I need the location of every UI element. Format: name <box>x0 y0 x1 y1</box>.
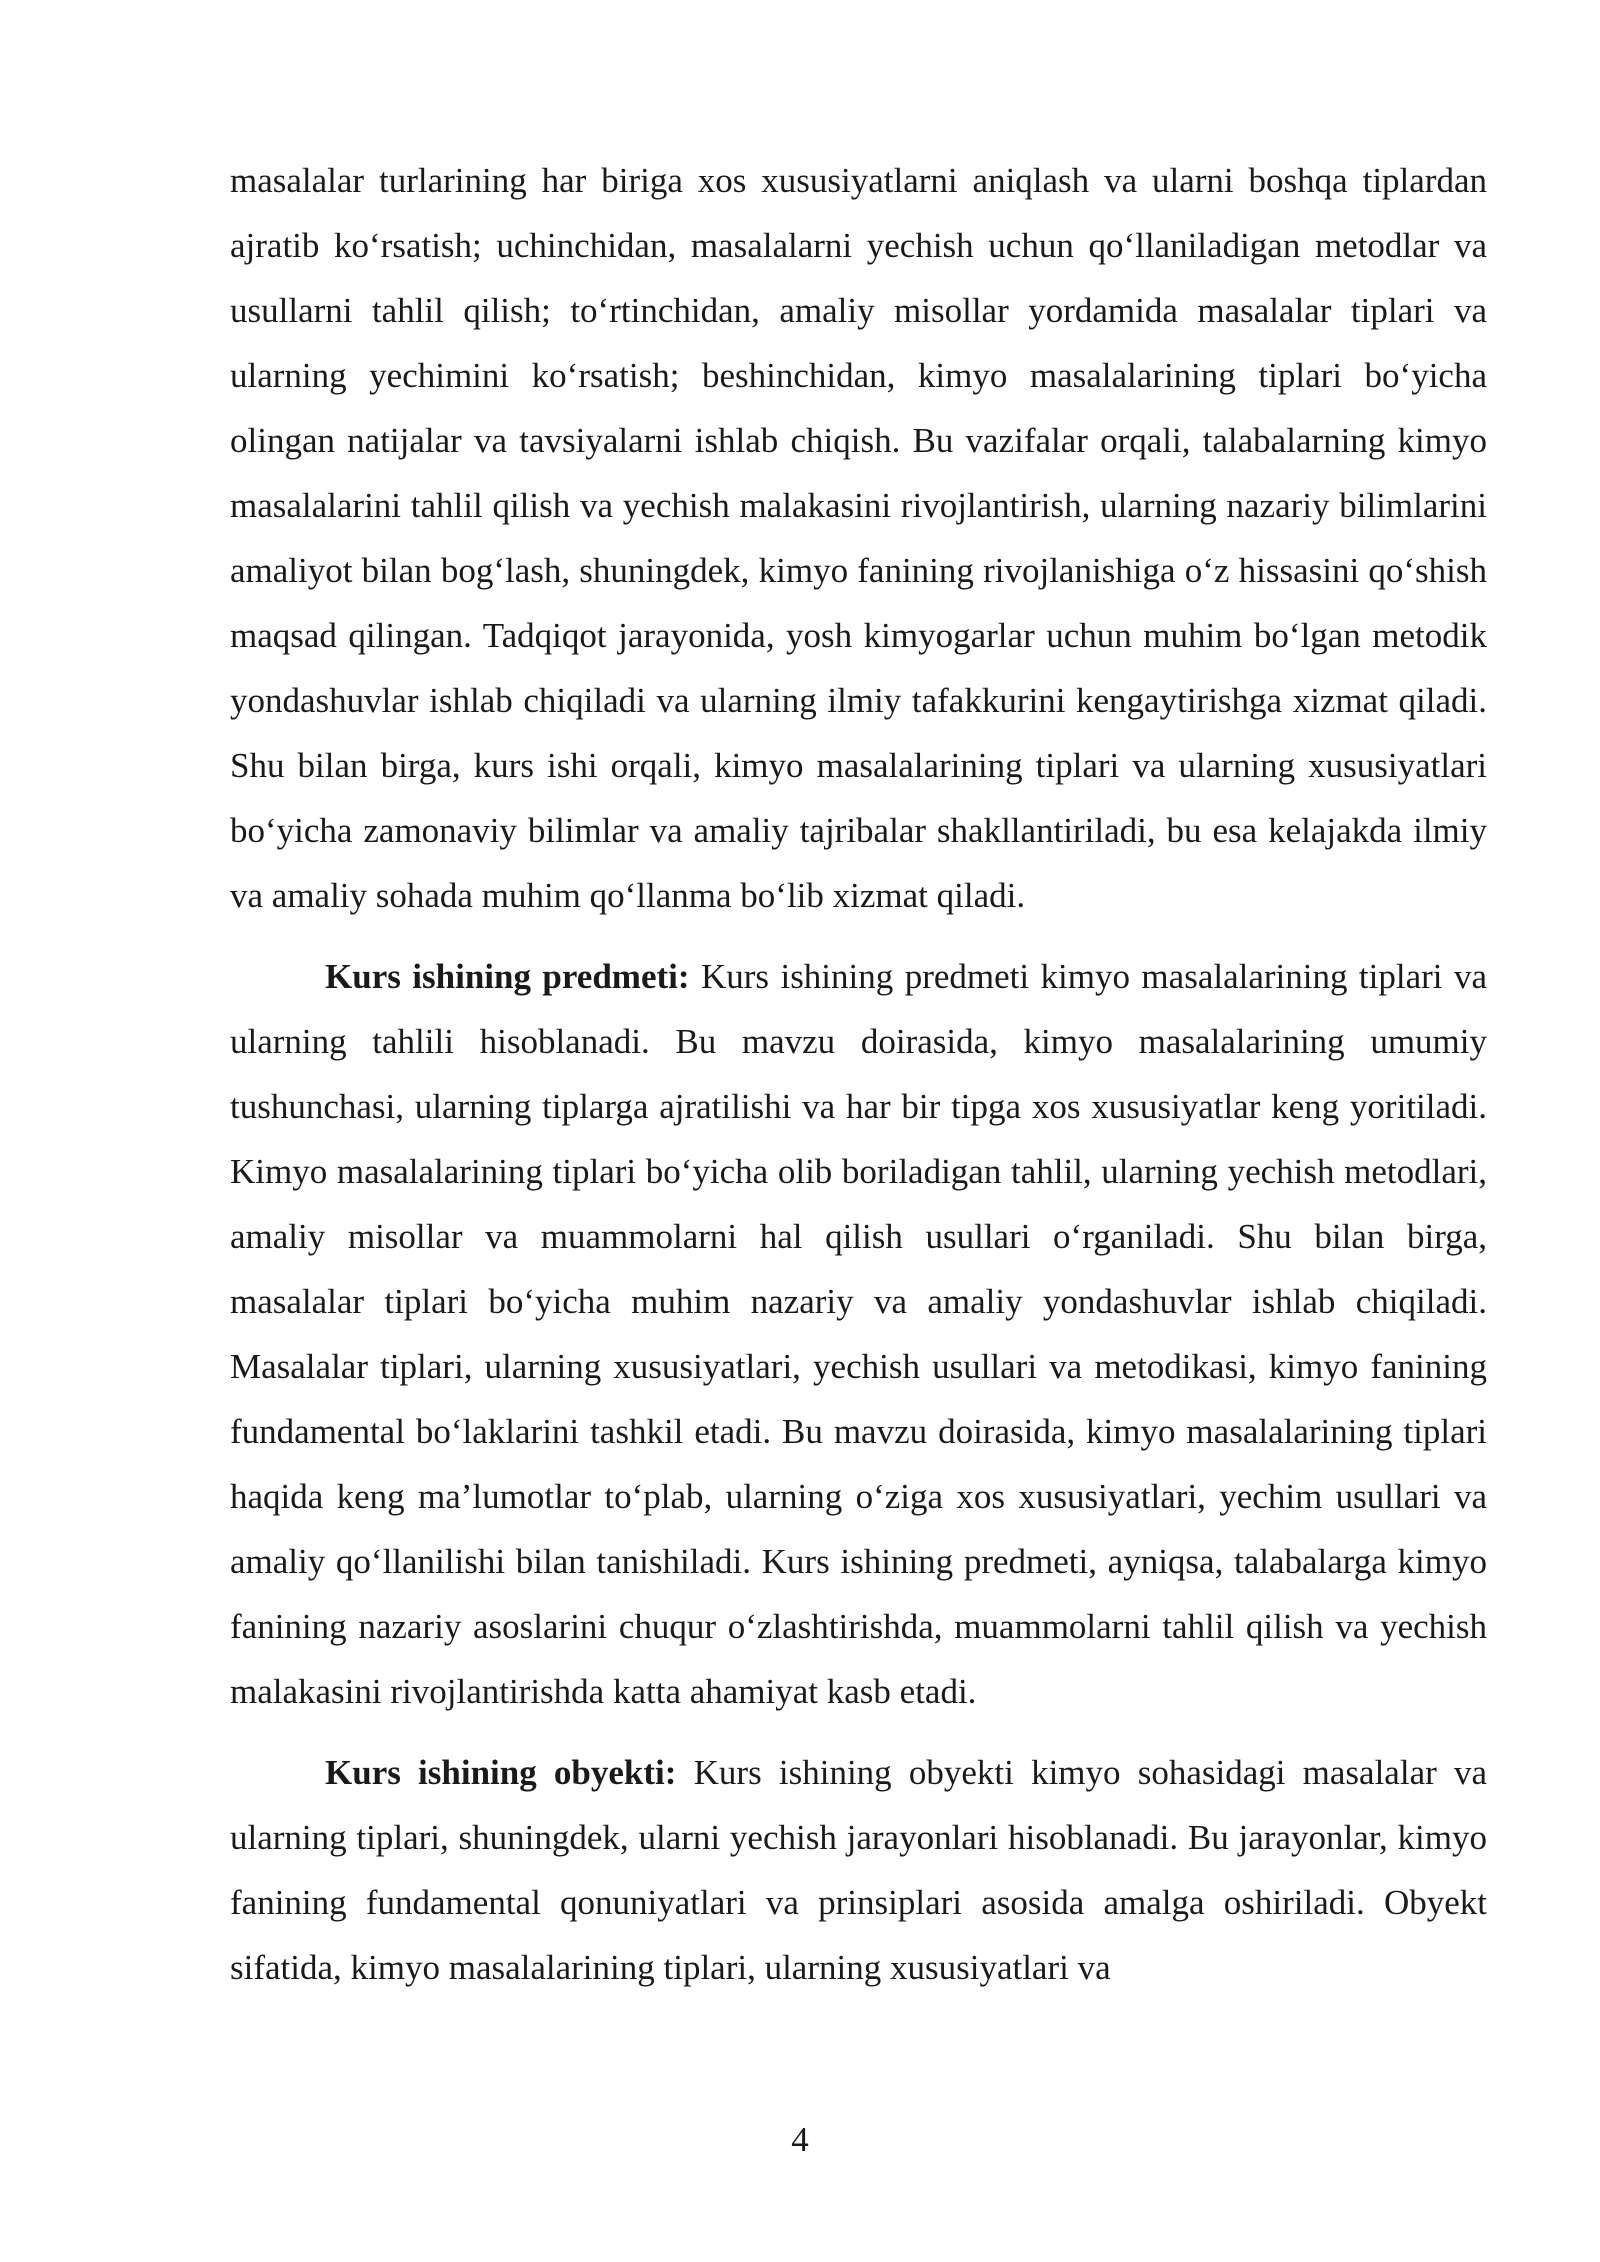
page-number: 4 <box>791 2120 809 2159</box>
section-heading-object: Kurs ishining obyekti: <box>325 1753 694 1792</box>
paragraph-tasks <box>230 148 1487 928</box>
section-heading-subject: Kurs ishining predmeti: <box>325 957 701 996</box>
paragraph-subject <box>230 944 1487 1724</box>
document-page <box>230 148 1487 2000</box>
paragraph-text: Kurs ishining obyekti kimyo sohasidagi masalalar va ularning tiplari, shuningdek, ularni yechish jarayonlari hisoblanadi. Bu jarayonlar, kimyo fanining fundamental qonuniyatlari va prinsiplari asosida amalga oshiriladi. Obyekt sifatida, kimyo masalalarining tiplari, ularning xususiyatlari va <box>230 1753 1487 1987</box>
paragraph-text: Kurs ishining predmeti kimyo masalalarining tiplari va ularning tahlili hisoblanadi. Bu mavzu doirasida, kimyo masalalarining umumiy tushunchasi, ularning tiplarga ajratilishi va har bir tipga xos xususiyatlar keng yoritiladi. Kimyo masalalarining tiplari bo‘yicha olib boriladigan tahlil, ularning yechish metodlari, amaliy misollar va muammolarni hal qilish usullari o‘rganiladi. Shu bilan birga, masalalar tiplari bo‘yicha muhim nazariy va amaliy yondashuvlar ishlab chiqiladi. Masalalar tiplari, ularning xususiyatlari, yechish usullari va metodikasi, kimyo fanining fundamental bo‘laklarini tashkil etadi. Bu mavzu doirasida, kimyo masalalarining tiplari haqida keng ma’lumotlar to‘plab, ularning o‘ziga xos xususiyatlari, yechim usullari va amaliy qo‘llanilishi bilan tanishiladi. Kurs ishining predmeti, ayniqsa, talabalarga kimyo fanining nazariy asoslarini chuqur o‘zlashtirishda, muammolarni tahlil qilish va yechish malakasini rivojlantirishda katta ahamiyat kasb etadi. <box>230 957 1487 1711</box>
paragraph-text: masalalar turlarining har biriga xos xususiyatlarni aniqlash va ularni boshqa tiplardan ajratib ko‘rsatish; uchinchidan, masalalarni yechish uchun qo‘llaniladigan metodlar va usullarni tahlil qilish; to‘rtinchidan, amaliy misollar yordamida masalalar tiplari va ularning yechimini ko‘rsatish; beshinchidan, kimyo masalalarining tiplari bo‘yicha olingan natijalar va tavsiyalarni ishlab chiqish. Bu vazifalar orqali, talabalarning kimyo masalalarini tahlil qilish va yechish malakasini rivojlantirish, ularning nazariy bilimlarini amaliyot bilan bog‘lash, shuningdek, kimyo fanining rivojlanishiga o‘z hissasini qo‘shish maqsad qilingan. Tadqiqot jarayonida, yosh kimyogarlar uchun muhim bo‘lgan metodik yondashuvlar ishlab chiqiladi va ularning ilmiy tafakkurini kengaytirishga xizmat qiladi. Shu bilan birga, kurs ishi orqali, kimyo masalalarining tiplari va ularning xususiyatlari bo‘yicha zamonaviy bilimlar va amaliy tajribalar shakllantiriladi, bu esa kelajakda ilmiy va amaliy sohada muhim qo‘llanma bo‘lib xizmat qiladi. <box>230 161 1487 915</box>
paragraph-object <box>230 1740 1487 2000</box>
